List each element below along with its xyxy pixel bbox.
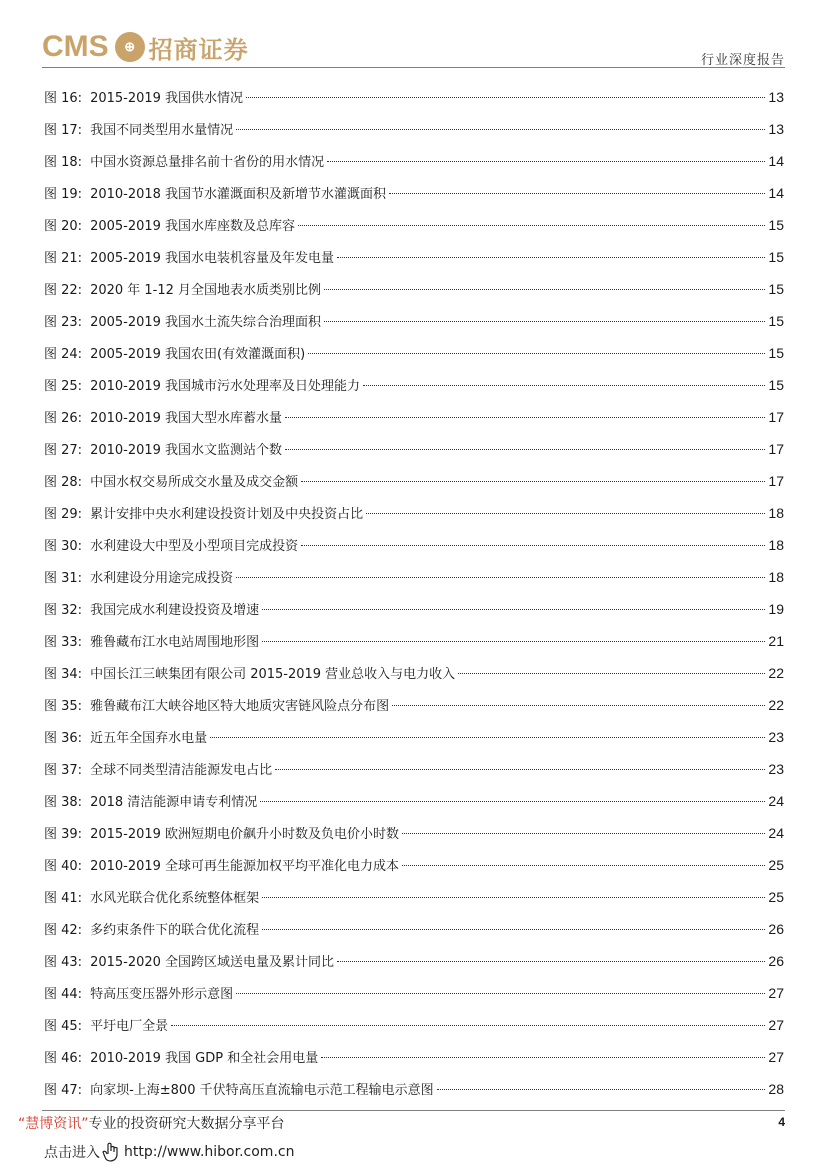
toc-dot-leader xyxy=(236,577,765,578)
toc-entry-title: 水利建设分用途完成投资 xyxy=(90,571,234,586)
toc-entry-label: 图 32: xyxy=(44,603,83,618)
toc-entry[interactable] xyxy=(44,310,784,342)
footer-link-url[interactable]: http://www.hibor.com.cn xyxy=(124,1144,295,1160)
toc-entry[interactable] xyxy=(44,726,784,758)
toc-dot-leader xyxy=(337,257,765,258)
toc-entry-page: 15 xyxy=(768,313,784,329)
toc-entry-label: 图 17: xyxy=(44,123,83,138)
toc-entry-label: 图 23: xyxy=(44,315,83,330)
toc-entry-title: 雅鲁藏布江水电站周围地形图 xyxy=(90,635,260,650)
toc-entry[interactable] xyxy=(44,854,784,886)
toc-entry[interactable] xyxy=(44,86,784,118)
company-logo xyxy=(42,30,249,64)
toc-entry-title: 平圩电厂全景 xyxy=(90,1019,169,1034)
toc-entry-page: 25 xyxy=(768,857,784,873)
toc-entry-title: 2010-2018 我国节水灌溉面积及新增节水灌溉面积 xyxy=(90,187,387,202)
page-header xyxy=(42,30,785,70)
toc-dot-leader xyxy=(298,225,765,226)
report-type: 行业深度报告 xyxy=(700,53,785,68)
toc-entry[interactable] xyxy=(44,1046,784,1078)
toc-dot-leader xyxy=(236,129,765,130)
toc-dot-leader xyxy=(337,961,765,962)
toc-entry-label: 图 25: xyxy=(44,379,83,394)
toc-entry-page: 13 xyxy=(768,89,784,105)
logo-chinese-text: 招商证券 xyxy=(148,35,249,64)
toc-entry[interactable] xyxy=(44,598,784,630)
toc-entry[interactable] xyxy=(44,1078,784,1110)
toc-entry-label: 图 44: xyxy=(44,987,83,1002)
toc-dot-leader xyxy=(389,193,765,194)
toc-entry[interactable] xyxy=(44,214,784,246)
toc-entry-title: 2005-2019 我国水库座数及总库容 xyxy=(90,219,296,234)
toc-entry-label: 图 40: xyxy=(44,859,83,874)
toc-entry-title: 2015-2020 全国跨区域送电量及累计同比 xyxy=(90,955,335,970)
toc-entry[interactable] xyxy=(44,950,784,982)
toc-dot-leader xyxy=(260,801,765,802)
toc-entry[interactable] xyxy=(44,662,784,694)
toc-entry-page: 18 xyxy=(768,569,784,585)
toc-entry[interactable] xyxy=(44,342,784,374)
toc-entry-label: 图 35: xyxy=(44,699,83,714)
toc-entry-label: 图 41: xyxy=(44,891,83,906)
logo-badge-icon: ⊕ xyxy=(115,32,145,62)
toc-entry[interactable] xyxy=(44,1014,784,1046)
toc-entry-page: 15 xyxy=(768,345,784,361)
toc-entry-title: 2020 年 1-12 月全国地表水质类别比例 xyxy=(90,283,322,298)
pointing-hand-icon xyxy=(102,1142,120,1162)
toc-entry-title: 中国长江三峡集团有限公司 2015-2019 营业总收入与电力收入 xyxy=(90,667,456,682)
toc-entry-page: 17 xyxy=(768,441,784,457)
toc-entry-title: 累计安排中央水利建设投资计划及中央投资占比 xyxy=(90,507,364,522)
figure-list xyxy=(44,86,784,1110)
toc-entry[interactable] xyxy=(44,374,784,406)
toc-dot-leader xyxy=(236,993,765,994)
toc-entry-label: 图 16: xyxy=(44,91,83,106)
toc-entry-label: 图 46: xyxy=(44,1051,83,1066)
toc-entry[interactable] xyxy=(44,630,784,662)
page-number: 4 xyxy=(778,1115,785,1129)
toc-dot-leader xyxy=(285,449,765,450)
toc-entry-page: 22 xyxy=(768,665,784,681)
toc-dot-leader xyxy=(308,353,765,354)
toc-entry[interactable] xyxy=(44,566,784,598)
toc-entry-title: 中国水权交易所成交水量及成交金额 xyxy=(90,475,299,490)
toc-entry-label: 图 47: xyxy=(44,1083,83,1098)
toc-entry-label: 图 38: xyxy=(44,795,83,810)
toc-entry-label: 图 18: xyxy=(44,155,83,170)
toc-entry-title: 2005-2019 我国水电装机容量及年发电量 xyxy=(90,251,335,266)
toc-dot-leader xyxy=(321,1057,765,1058)
toc-dot-leader xyxy=(171,1025,765,1026)
toc-entry-page: 23 xyxy=(768,729,784,745)
toc-dot-leader xyxy=(392,705,765,706)
toc-entry-title: 雅鲁藏布江大峡谷地区特大地质灾害链风险点分布图 xyxy=(90,699,390,714)
toc-entry-label: 图 29: xyxy=(44,507,83,522)
footer-divider xyxy=(42,1110,785,1111)
toc-entry-page: 22 xyxy=(768,697,784,713)
toc-dot-leader xyxy=(458,673,765,674)
toc-dot-leader xyxy=(246,97,765,98)
toc-entry-page: 26 xyxy=(768,953,784,969)
header-divider xyxy=(42,67,785,68)
toc-entry-label: 图 43: xyxy=(44,955,83,970)
toc-entry[interactable] xyxy=(44,790,784,822)
toc-entry[interactable] xyxy=(44,438,784,470)
toc-entry-title: 2018 清洁能源申请专利情况 xyxy=(90,795,258,810)
toc-dot-leader xyxy=(402,833,765,834)
toc-dot-leader xyxy=(324,289,765,290)
toc-entry-label: 图 42: xyxy=(44,923,83,938)
toc-entry[interactable] xyxy=(44,470,784,502)
toc-entry-label: 图 34: xyxy=(44,667,83,682)
toc-entry-title: 2010-2019 我国 GDP 和全社会用电量 xyxy=(90,1051,319,1066)
toc-dot-leader xyxy=(301,481,765,482)
toc-dot-leader xyxy=(301,545,765,546)
toc-entry-label: 图 33: xyxy=(44,635,83,650)
toc-entry-title: 多约束条件下的联合优化流程 xyxy=(90,923,260,938)
toc-entry-page: 14 xyxy=(768,153,784,169)
footer-brand-slogan: 专业的投资研究大数据分享平台 xyxy=(88,1116,285,1132)
toc-dot-leader xyxy=(327,161,765,162)
toc-entry-title: 全球不同类型清洁能源发电占比 xyxy=(90,763,273,778)
toc-entry-page: 27 xyxy=(768,985,784,1001)
toc-entry-title: 2010-2019 我国城市污水处理率及日处理能力 xyxy=(90,379,361,394)
toc-entry-page: 17 xyxy=(768,409,784,425)
toc-entry-page: 14 xyxy=(768,185,784,201)
toc-entry[interactable] xyxy=(44,886,784,918)
toc-entry-label: 图 28: xyxy=(44,475,83,490)
toc-dot-leader xyxy=(366,513,765,514)
toc-entry-title: 2010-2019 我国水文监测站个数 xyxy=(90,443,283,458)
toc-entry-page: 24 xyxy=(768,793,784,809)
toc-entry-page: 18 xyxy=(768,537,784,553)
toc-entry-label: 图 36: xyxy=(44,731,83,746)
toc-entry[interactable] xyxy=(44,822,784,854)
toc-entry-title: 水风光联合优化系统整体框架 xyxy=(90,891,260,906)
toc-dot-leader xyxy=(262,897,765,898)
toc-entry-title: 2005-2019 我国水土流失综合治理面积 xyxy=(90,315,322,330)
footer-brand-name: “慧博资讯” xyxy=(18,1116,89,1132)
toc-entry-page: 15 xyxy=(768,217,784,233)
toc-entry-label: 图 21: xyxy=(44,251,83,266)
toc-entry[interactable] xyxy=(44,406,784,438)
toc-entry[interactable] xyxy=(44,118,784,150)
toc-entry-label: 图 22: xyxy=(44,283,83,298)
toc-dot-leader xyxy=(262,929,765,930)
toc-entry-page: 27 xyxy=(768,1049,784,1065)
toc-entry-title: 中国水资源总量排名前十省份的用水情况 xyxy=(90,155,325,170)
toc-entry-page: 21 xyxy=(768,633,784,649)
toc-entry[interactable] xyxy=(44,534,784,566)
toc-dot-leader xyxy=(275,769,765,770)
toc-entry-label: 图 39: xyxy=(44,827,83,842)
toc-entry-label: 图 31: xyxy=(44,571,83,586)
toc-entry-page: 27 xyxy=(768,1017,784,1033)
toc-entry-title: 我国不同类型用水量情况 xyxy=(90,123,234,138)
toc-entry-title: 2015-2019 我国供水情况 xyxy=(90,91,244,106)
toc-entry[interactable] xyxy=(44,694,784,726)
toc-entry-page: 15 xyxy=(768,281,784,297)
toc-dot-leader xyxy=(262,609,765,610)
toc-entry-page: 15 xyxy=(768,377,784,393)
toc-entry-page: 23 xyxy=(768,761,784,777)
toc-entry-title: 2010-2019 全球可再生能源加权平均平准化电力成本 xyxy=(90,859,400,874)
toc-entry-label: 图 37: xyxy=(44,763,83,778)
footer-link-prefix: 点击进入 xyxy=(44,1145,100,1161)
toc-entry-label: 图 45: xyxy=(44,1019,83,1034)
toc-entry-label: 图 20: xyxy=(44,219,83,234)
toc-entry[interactable] xyxy=(44,182,784,214)
toc-dot-leader xyxy=(285,417,765,418)
toc-entry-label: 图 26: xyxy=(44,411,83,426)
toc-entry-title: 近五年全国弃水电量 xyxy=(90,731,208,746)
toc-entry[interactable] xyxy=(44,278,784,310)
toc-dot-leader xyxy=(437,1089,766,1090)
toc-entry-label: 图 19: xyxy=(44,187,83,202)
toc-entry-title: 水利建设大中型及小型项目完成投资 xyxy=(90,539,299,554)
toc-dot-leader xyxy=(262,641,765,642)
toc-dot-leader xyxy=(363,385,765,386)
toc-entry[interactable] xyxy=(44,918,784,950)
toc-entry-page: 28 xyxy=(768,1081,784,1097)
toc-entry-page: 26 xyxy=(768,921,784,937)
toc-entry-title: 2005-2019 我国农田(有效灌溉面积) xyxy=(90,347,306,362)
toc-entry-label: 图 27: xyxy=(44,443,83,458)
toc-entry-title: 2010-2019 我国大型水库蓄水量 xyxy=(90,411,283,426)
toc-entry-page: 18 xyxy=(768,505,784,521)
toc-entry-title: 向家坝-上海±800 千伏特高压直流输电示范工程输电示意图 xyxy=(90,1083,434,1098)
toc-entry[interactable] xyxy=(44,502,784,534)
toc-entry-title: 2015-2019 欧洲短期电价飙升小时数及负电价小时数 xyxy=(90,827,400,842)
footer-brand xyxy=(18,1113,285,1133)
logo-latin-text: CMS xyxy=(42,30,109,63)
toc-dot-leader xyxy=(324,321,765,322)
toc-entry-label: 图 30: xyxy=(44,539,83,554)
toc-entry-title: 我国完成水利建设投资及增速 xyxy=(90,603,260,618)
toc-entry-label: 图 24: xyxy=(44,347,83,362)
toc-entry-page: 13 xyxy=(768,121,784,137)
toc-entry-page: 17 xyxy=(768,473,784,489)
toc-entry-page: 24 xyxy=(768,825,784,841)
toc-entry[interactable] xyxy=(44,246,784,278)
footer-link[interactable] xyxy=(44,1142,294,1162)
toc-entry[interactable] xyxy=(44,758,784,790)
toc-dot-leader xyxy=(402,865,765,866)
toc-dot-leader xyxy=(210,737,765,738)
toc-entry[interactable] xyxy=(44,982,784,1014)
toc-entry-page: 19 xyxy=(768,601,784,617)
toc-entry-title: 特高压变压器外形示意图 xyxy=(90,987,234,1002)
toc-entry[interactable] xyxy=(44,150,784,182)
toc-entry-page: 25 xyxy=(768,889,784,905)
toc-entry-page: 15 xyxy=(768,249,784,265)
